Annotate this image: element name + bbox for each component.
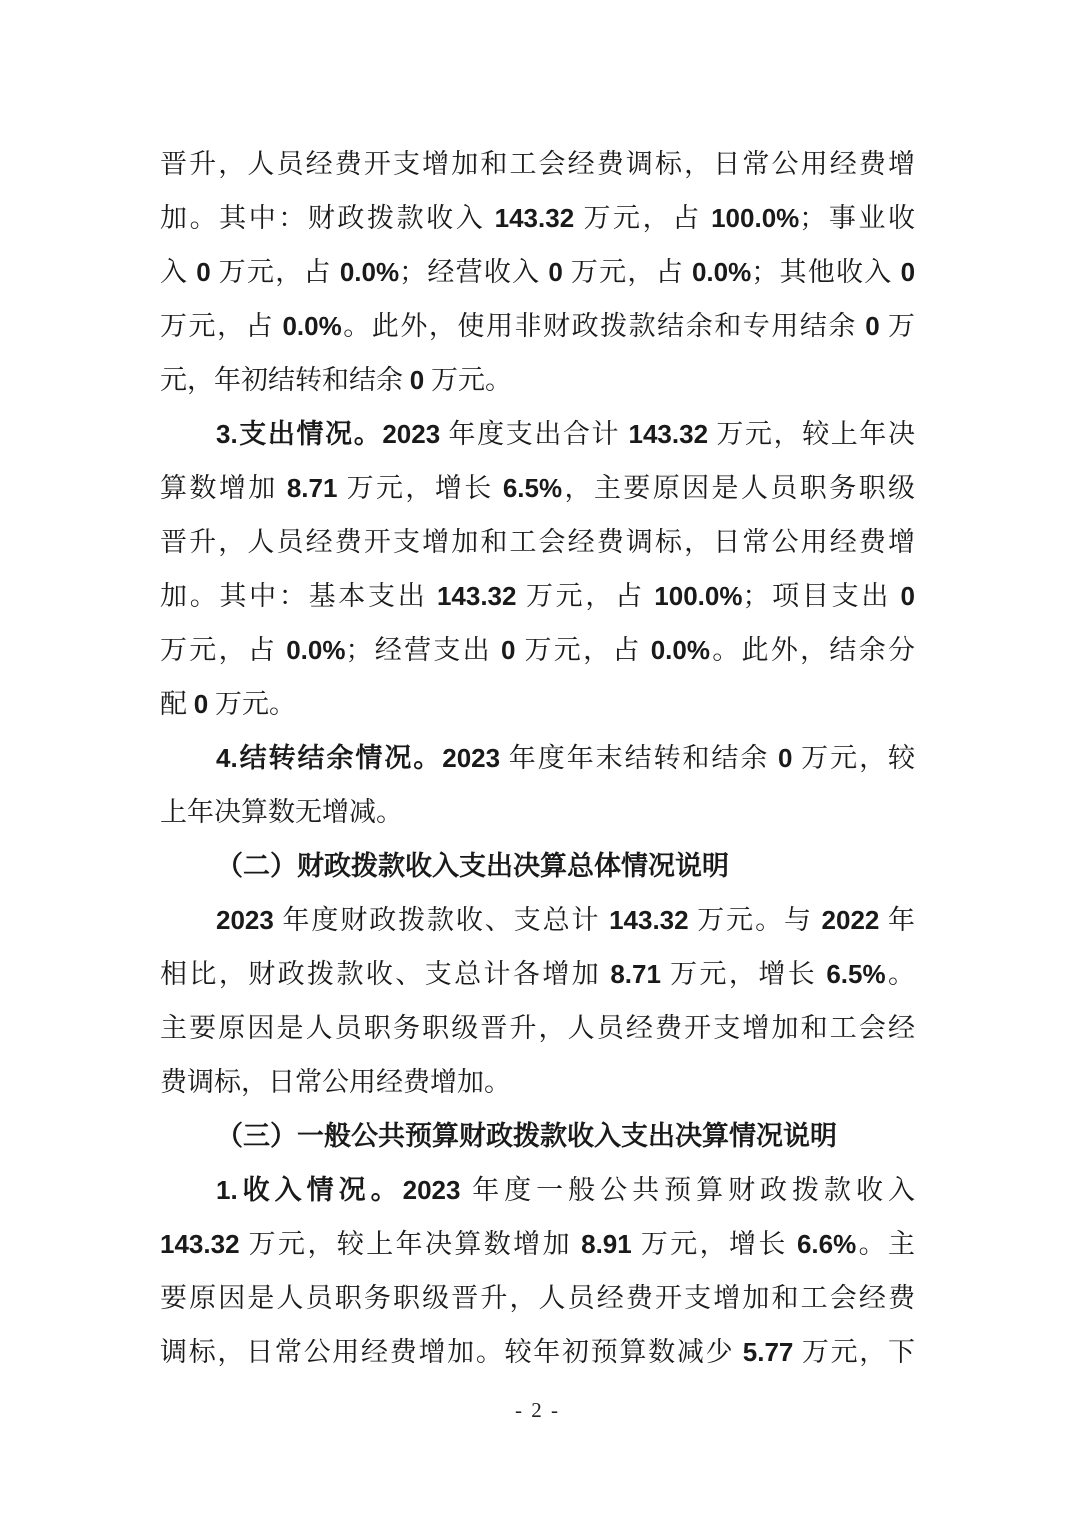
body-text: 万元。 <box>424 365 512 395</box>
text-line <box>160 1217 915 1271</box>
body-text: ，主要原因是人员职务职级 <box>562 473 916 503</box>
text-line <box>160 731 915 785</box>
section-heading <box>160 1109 915 1163</box>
numeric-text: 1. <box>216 1175 238 1205</box>
body-text: 。 <box>885 959 916 989</box>
bold-text: 收入情况。 <box>237 1175 403 1205</box>
numeric-text: 0 <box>900 581 915 611</box>
numeric-text: 2023 <box>216 905 274 935</box>
body-text: 万元，较 <box>792 743 916 773</box>
body-text: 晋升，人员经费开支增加和工会经费调标，日常公用经费增 <box>160 149 915 179</box>
numeric-text: 0 <box>193 689 209 719</box>
body-text: 万元，占 <box>562 257 692 287</box>
body-text: 年 <box>879 905 916 935</box>
body-text: 万元，较上年决 <box>708 419 916 449</box>
text-line <box>160 407 915 461</box>
body-text: ；其他收入 <box>751 257 901 287</box>
numeric-text: 0.0% <box>282 311 342 341</box>
text-line <box>160 1001 915 1055</box>
text-line <box>160 299 915 353</box>
numeric-text: 6.5% <box>502 473 563 503</box>
numeric-text: 8.91 <box>581 1229 632 1259</box>
numeric-text: 143.32 <box>436 581 517 611</box>
text-line <box>160 1325 915 1379</box>
body-text: 万元，占 <box>516 581 655 611</box>
numeric-text: 0 <box>865 311 880 341</box>
body-text: 。主 <box>856 1229 915 1259</box>
text-line <box>160 137 915 191</box>
numeric-text: 4. <box>216 743 238 773</box>
numeric-text: 0 <box>900 257 916 287</box>
numeric-text: 143.32 <box>628 419 709 449</box>
numeric-text: 143.32 <box>609 905 689 935</box>
body-text: ；项目支出 <box>742 581 901 611</box>
body-text: 万元，占 <box>160 311 283 341</box>
numeric-text: 143.32 <box>494 203 575 233</box>
text-line <box>160 1271 915 1325</box>
body-text: 主要原因是人员职务职级晋升，人员经费开支增加和工会经 <box>160 1013 915 1043</box>
body-text: ；事业收 <box>799 203 915 233</box>
numeric-text: 0.0% <box>339 257 400 287</box>
body-text: 加。其中：财政拨款收入 <box>160 203 495 233</box>
numeric-text: 0 <box>500 635 516 665</box>
bold-text: （二）财政拨款收入支出决算总体情况说明 <box>216 851 729 881</box>
numeric-text: 100.0% <box>711 203 800 233</box>
numeric-text: 8.71 <box>286 473 338 503</box>
section-heading <box>160 839 915 893</box>
numeric-text: 6.5% <box>826 959 886 989</box>
body-text: 元，年初结转和结余 <box>160 365 410 395</box>
body-text: 万元。与 <box>688 905 822 935</box>
numeric-text: 5.77 <box>742 1337 794 1367</box>
bold-text: （三）一般公共预算财政拨款收入支出决算情况说明 <box>216 1121 837 1151</box>
body-text: ；经营收入 <box>399 257 549 287</box>
body-text: 加。其中：基本支出 <box>160 581 437 611</box>
body-text: 万元。 <box>208 689 296 719</box>
body-text: 万 <box>879 311 916 341</box>
text-line <box>160 1055 915 1109</box>
body-text: 。此外，结余分 <box>709 635 916 665</box>
text-line <box>160 245 915 299</box>
body-text: 万元，增长 <box>337 473 503 503</box>
body-text: 配 <box>160 689 194 719</box>
body-text: 万元，占 <box>574 203 712 233</box>
text-line <box>160 353 915 407</box>
text-line <box>160 1163 915 1217</box>
text-line <box>160 515 915 569</box>
body-text: 晋升，人员经费开支增加和工会经费调标，日常公用经费增 <box>160 527 915 557</box>
numeric-text: 2023 <box>402 1175 461 1205</box>
body-text: 要原因是人员职务职级晋升，人员经费开支增加和工会经费 <box>160 1283 915 1313</box>
numeric-text: 0 <box>196 257 211 287</box>
numeric-text: 0 <box>409 365 425 395</box>
text-line <box>160 947 915 1001</box>
body-text: 年度财政拨款收、支总计 <box>273 905 610 935</box>
body-text: 算数增加 <box>160 473 287 503</box>
text-line <box>160 191 915 245</box>
numeric-text: 3. <box>216 419 238 449</box>
body-text: 万元，较上年决算数增加 <box>239 1229 582 1259</box>
text-line <box>160 623 915 677</box>
body-text: 入 <box>160 257 197 287</box>
body-text: 万元，下 <box>793 1337 916 1367</box>
body-text: 调标，日常公用经费增加。较年初预算数减少 <box>160 1337 743 1367</box>
text-line <box>160 893 915 947</box>
body-text: 万元，占 <box>210 257 340 287</box>
numeric-text: 143.32 <box>160 1229 240 1259</box>
numeric-text: 100.0% <box>654 581 743 611</box>
body-text: 万元，占 <box>160 635 287 665</box>
numeric-text: 2022 <box>821 905 880 935</box>
numeric-text: 6.6% <box>796 1229 857 1259</box>
bold-text: 结转结余情况。 <box>237 743 443 773</box>
bold-text: 支出情况。 <box>237 419 383 449</box>
body-text: ；经营支出 <box>345 635 501 665</box>
body-text: 万元，增长 <box>660 959 827 989</box>
numeric-text: 0 <box>548 257 563 287</box>
body-text: 费调标，日常公用经费增加。 <box>160 1067 511 1097</box>
page-number: - 2 - <box>515 1398 560 1422</box>
text-line <box>160 677 915 731</box>
text-line <box>160 461 915 515</box>
text-line <box>160 569 915 623</box>
numeric-text: 8.71 <box>610 959 661 989</box>
numeric-text: 0 <box>778 743 793 773</box>
numeric-text: 2023 <box>442 743 501 773</box>
numeric-text: 0.0% <box>691 257 752 287</box>
numeric-text: 2023 <box>382 419 441 449</box>
body-text: 万元，增长 <box>631 1229 797 1259</box>
body-text: 万元，占 <box>515 635 651 665</box>
body-text: 年度一般公共预算财政拨款收入 <box>460 1175 916 1205</box>
body-text: 年度支出合计 <box>440 419 629 449</box>
document-body <box>160 137 915 1379</box>
body-text: 。此外，使用非财政拨款结余和专用结余 <box>341 311 866 341</box>
body-text: 年度年末结转和结余 <box>500 743 779 773</box>
body-text: 相比，财政拨款收、支总计各增加 <box>160 959 611 989</box>
body-text: 上年决算数无增减。 <box>160 797 403 827</box>
numeric-text: 0.0% <box>650 635 710 665</box>
numeric-text: 0.0% <box>286 635 346 665</box>
text-line <box>160 785 915 839</box>
